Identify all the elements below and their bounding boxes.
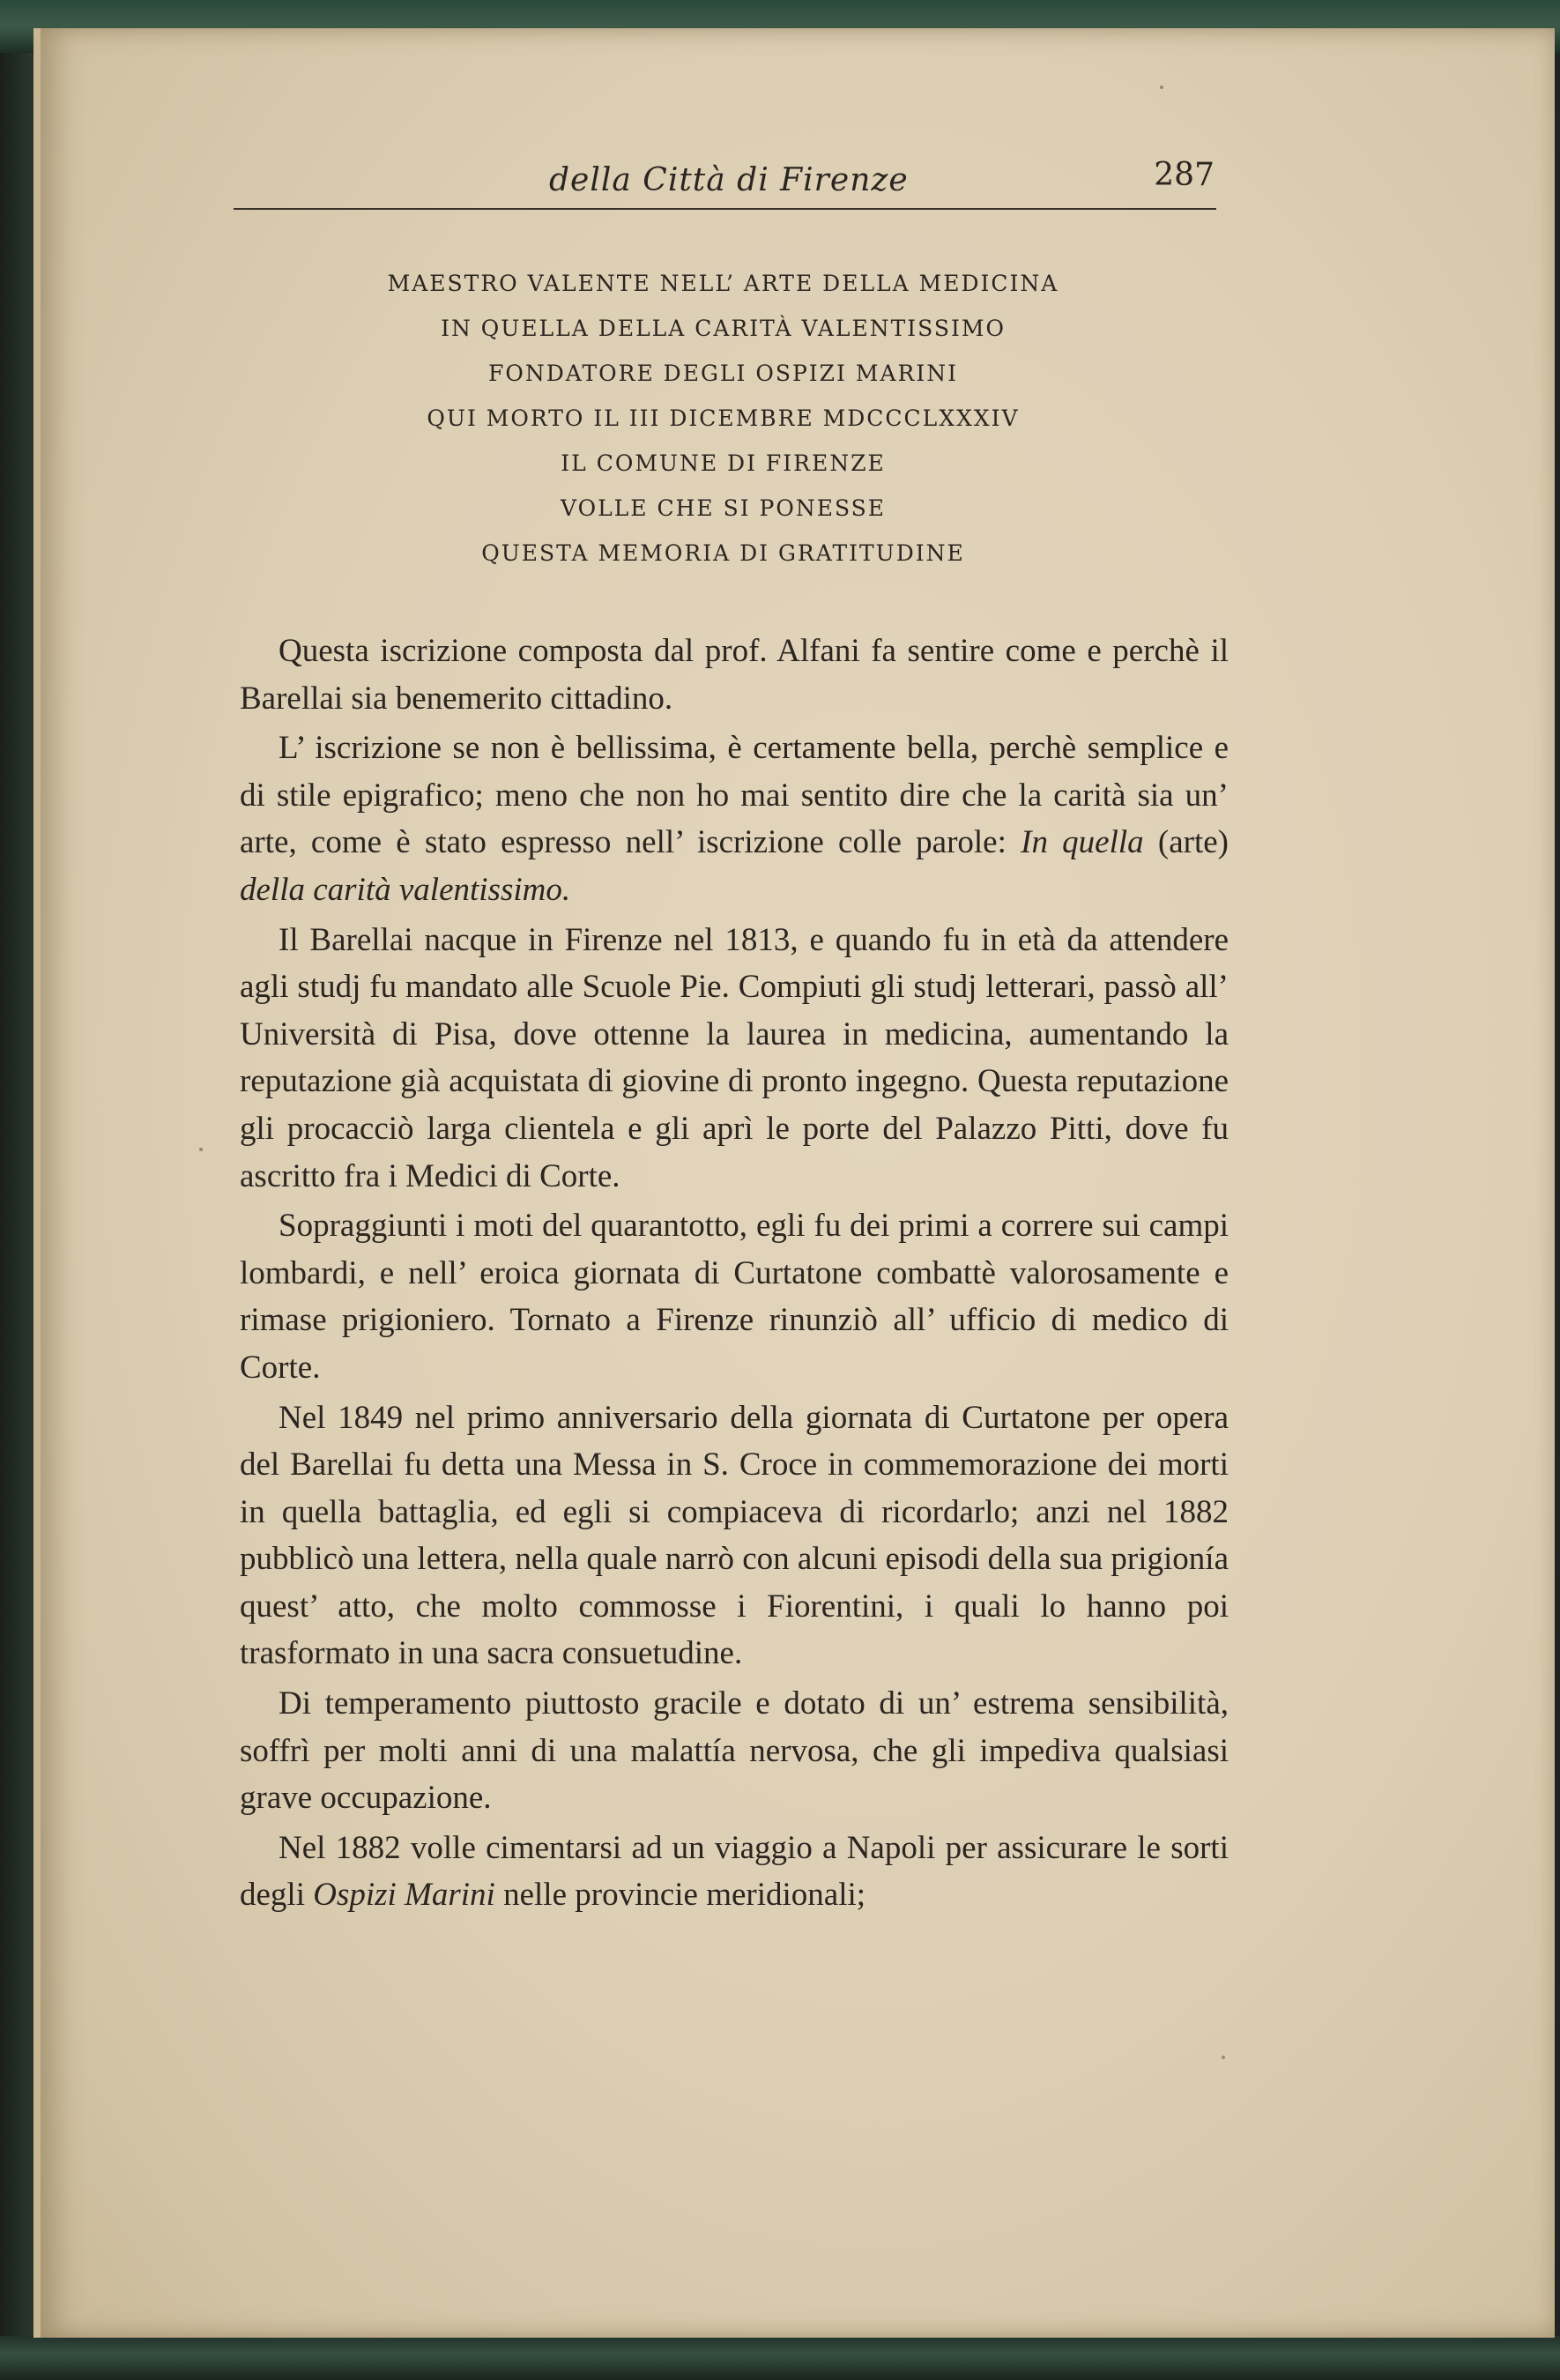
paragraph-2	[240, 725, 1229, 913]
paragraph-7	[240, 1825, 1229, 1919]
running-header	[232, 152, 1215, 205]
paragraph-7-text: Nel 1882 volle cimentarsi ad un viaggio a Napoli per assicurare le sorti degli	[240, 1829, 1229, 1914]
inscription-line: IL COMUNE DI FIRENZE	[561, 450, 886, 476]
paragraph-2-italic: della carità valentissimo.	[240, 871, 571, 908]
paper-speck	[1222, 2056, 1225, 2059]
paragraph-5: Nel 1849 nel primo anniversario della giornata di Curtatone per opera del Barellai fu detta una Messa in S. Croce in commemorazione dei morti in quella battaglia, ed egli si compiaceva di ricordarlo; anzi nel 1882 pubblicò una lettera, nella quale narrò con alcuni episodi della sua prigionía quest’ atto, che molto commosse i Fiorentini, i quali lo hanno poi trasformato in una sacra consuetudine.	[240, 1399, 1229, 1672]
paragraph-6: Di temperamento piuttosto gracile e dotato di un’ estrema sensibilità, soffrì per molti anni di una malattía nervosa, che gli impediva qualsiasi grave occupazione.	[240, 1685, 1229, 1817]
running-title: della Città di Firenze	[549, 162, 909, 198]
paper-speck	[199, 1148, 203, 1151]
paragraph-7-italic: Ospizi Marini	[313, 1877, 495, 1914]
paragraph-4: Sopraggiunti i moti del quarantotto, egli fu dei primi a correre sui campi lombardi, e nell’ eroica giornata di Curtatone combattè valorosamente e rimase prigioniero. Tornato a Firenze rinunziò all’ ufficio di medico di Corte.	[240, 1208, 1229, 1386]
inscription-line: IN QUELLA DELLA CARITÀ VALENTISSIMO	[441, 316, 1006, 341]
inscription-line: MAESTRO VALENTE NELL’ ARTE DELLA MEDICINA	[387, 271, 1059, 296]
paragraph-3: Il Barellai nacque in Firenze nel 1813, e quando fu in età da attendere agli studj fu mandato alle Scuole Pie. Compiuti gli studj letterari, passò all’ Università di Pisa, dove ottenne la laurea in medicina, aumentando la reputazione già acquistata di giovine di pronto ingegno. Questa reputazione gli procacciò larga clientela e gli aprì le porte del Palazzo Pitti, dove fu ascritto fra i Medici di Corte.	[240, 921, 1229, 1194]
paragraph-2-text: L’ iscrizione se non è bellissima, è certamente bella, perchè semplice e di stile epigrafico; meno che non ho mai sentito dire che la carità sia un’ arte, come è stato espresso nell’ iscrizione colle parole:	[240, 730, 1229, 861]
inscription-line: QUESTA MEMORIA DI GRATITUDINE	[481, 540, 965, 566]
paragraph-2-italic: In quella	[1021, 824, 1144, 861]
page-number: 287	[1154, 157, 1215, 193]
header-rule	[234, 208, 1216, 210]
paragraph-7-text: nelle provincie meridionali;	[494, 1877, 866, 1914]
inscription-line: FONDATORE DEGLI OSPIZI MARINI	[488, 361, 958, 386]
paper-speck	[1160, 86, 1163, 89]
paragraph-1: Questa iscrizione composta dal prof. Alfani fa sentire come e perchè il Barellai sia benemerito cittadino.	[240, 633, 1229, 717]
inscription-line: QUI MORTO IL III DICEMBRE MDCCCLXXXIV	[427, 405, 1020, 431]
body-text	[240, 628, 1229, 1922]
inscription-line: VOLLE CHE SI PONESSE	[560, 495, 887, 521]
book-cover-bottom-edge	[0, 2336, 1560, 2380]
memorial-inscription	[232, 261, 1215, 576]
paragraph-2-text: (arte)	[1143, 824, 1229, 861]
